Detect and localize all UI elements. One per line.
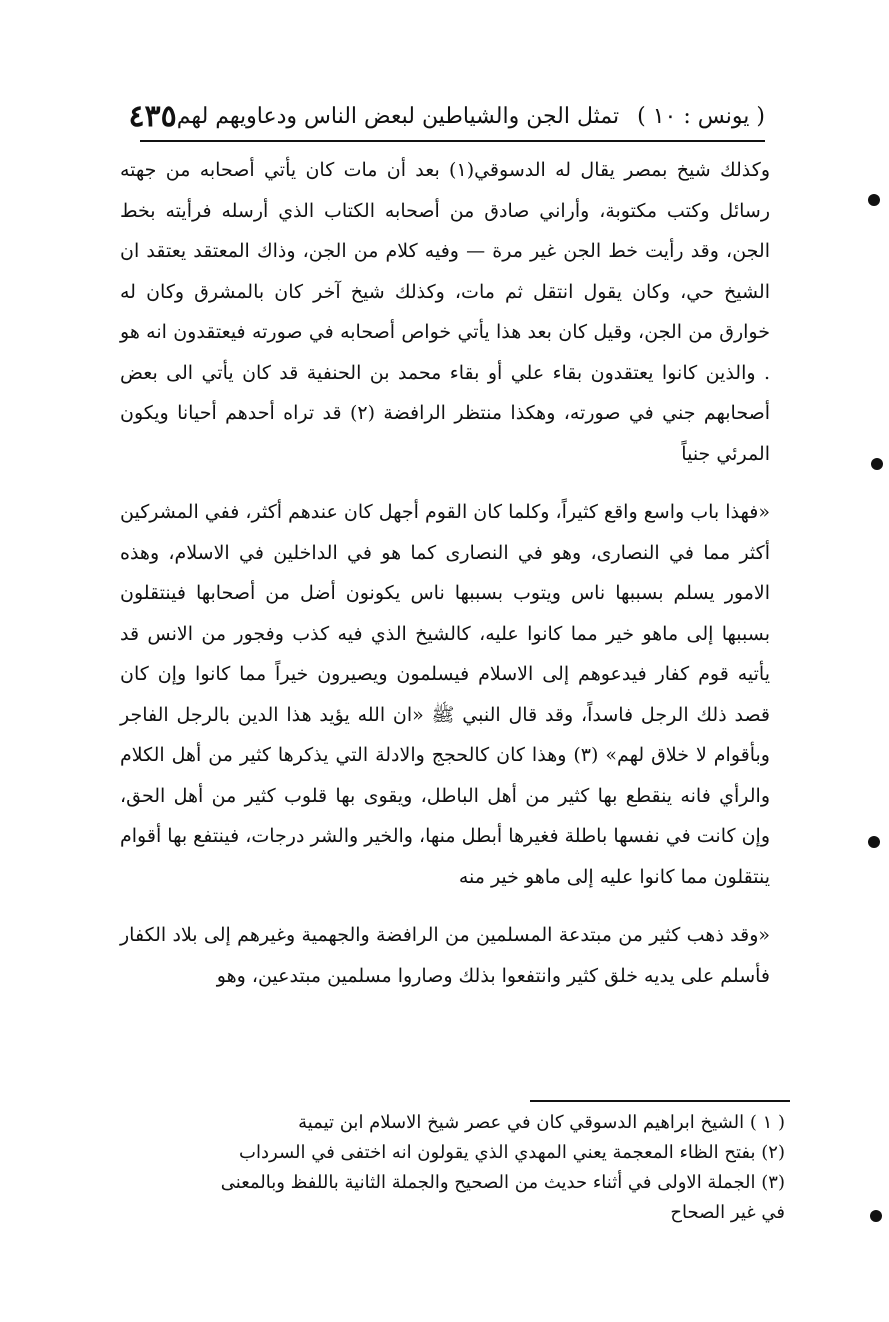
paragraph: «وقد ذهب كثير من مبتدعة المسلمين من الرافضة والجهمية وغيرهم إلى بلاد الكفار فأسلم على يديه خلق كثير وانتفعوا بذلك وصاروا مسلمين مبتدعين، وهو <box>120 924 770 987</box>
footnote: ( ١ ) الشيخ ابراهيم الدسوقي كان في عصر شيخ الاسلام ابن تيمية <box>298 1112 785 1133</box>
verse-reference: ( يونس : ١٠ ) <box>637 103 765 129</box>
scan-hole-mark <box>870 1210 882 1222</box>
footnote: في غير الصحاح <box>670 1202 785 1223</box>
paragraph: «فهذا باب واسع واقع كثيراً، وكلما كان القوم أجهل كان عندهم أكثر، ففي المشركين أكثر مما في النصارى، وهو في النصارى كما هو في الداخلين في الاسلام، وهذه الامور يسلم بسببها ناس ويتوب بسببها ناس يكونون أضل من أصحابها فينتقلون بسببها إلى ماهو خير مما كانوا عليه، كالشيخ الذي فيه كذب وفجور من الانس قد يأتيه قوم كفار فيدعوهم إلى الاسلام فيسلمون ويصيرون خيراً مما كانوا وإن كان قصد ذلك الرجل فاسداً، وقد قال النبي ﷺ «ان الله يؤيد هذا الدين بالرجل الفاجر وبأقوام لا خلاق لهم» (٣) وهذا كان كالحجج والادلة التي يذكرها كثير من أهل الكلام والرأي فانه ينقطع بها كثير من أهل الباطل، ويقوى بها قلوب كثير من أهل الحق، وإن كانت في نفسها باطلة فغيرها أبطل منها، والخير والشر درجات، فينتفع بها أقوام ينتقلون مما كانوا عليه إلى ماهو خير منه <box>120 501 770 888</box>
header-divider <box>140 140 765 142</box>
page-number: ٤٣٥ <box>128 98 177 134</box>
scan-hole-mark <box>868 836 880 848</box>
running-header <box>128 96 765 136</box>
scan-hole-mark <box>868 194 880 206</box>
footnote: (٣) الجملة الاولى في أثناء حديث من الصحيح والجملة الثانية باللفظ وبالمعنى <box>220 1172 785 1193</box>
paragraph: وكذلك شيخ بمصر يقال له الدسوقي(١) بعد أن مات كان يأتي أصحابه من جهته رسائل وكتب مكتوبة، وأراني صادق من أصحابه الكتاب الذي أرسله فرأيته بخط الجن، وقد رأيت خط الجن غير مرة — وفيه كلام من الجن، وذاك المعتقد يعتقد ان الشيخ حي، وكان يقول انتقل ثم مات، وكذلك شيخ آخر كان بالمشرق وكان له خوارق من الجن، وقيل كان بعد هذا يأتي خواص أصحابه في صورته فيعتقدون انه هو . والذين كانوا يعتقدون بقاء علي أو بقاء محمد بن الحنفية قد كان يأتي الى بعض أصحابهم جني في صورته، وهكذا منتظر الرافضة (٢) قد تراه أحدهم أحيانا ويكون المرئي جنياً <box>120 159 771 465</box>
scan-hole-mark <box>871 458 883 470</box>
footnote: (٢) بفتح الظاء المعجمة يعني المهدي الذي يقولون انه اختفى في السرداب <box>239 1142 785 1163</box>
chapter-title: تمثل الجن والشياطين لبعض الناس ودعاويهم لهم <box>176 103 620 129</box>
footnotes <box>120 1108 785 1228</box>
footnote-divider <box>530 1100 790 1102</box>
main-text <box>120 150 770 996</box>
